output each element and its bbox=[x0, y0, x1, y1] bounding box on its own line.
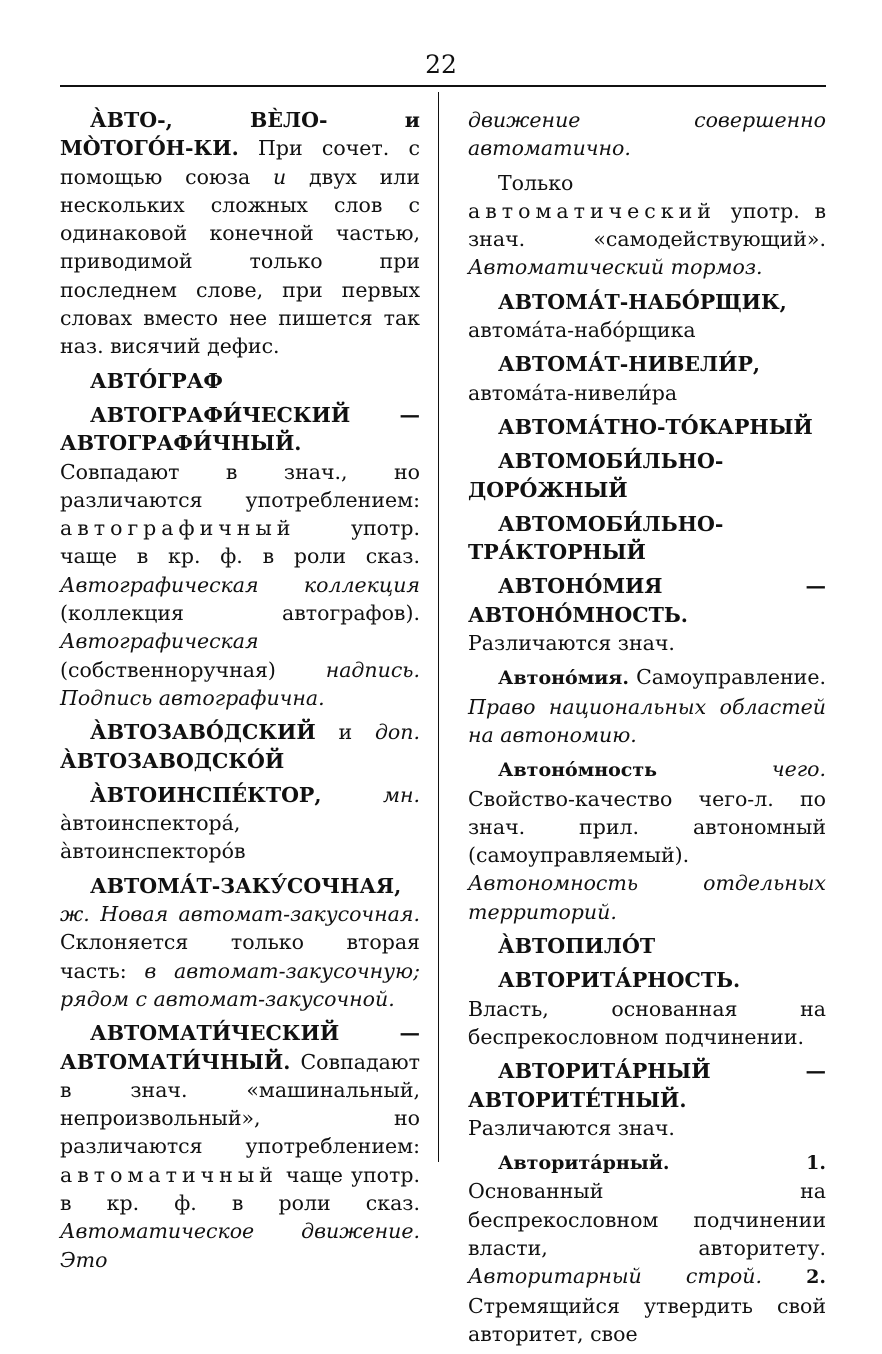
headword: АВТОГРАФИ́ЧЕСКИЙ — АВТОГРАФИ́ЧНЫЙ. bbox=[60, 402, 420, 456]
dictionary-entry bbox=[468, 350, 826, 407]
spaced-term: автографичный bbox=[60, 516, 296, 541]
dictionary-entry bbox=[60, 872, 420, 1013]
body-text: автома́та-набо́рщика bbox=[468, 318, 696, 343]
right-column bbox=[468, 106, 826, 1354]
headword: А̀ВТО-, ВЀЛО- и МО̀ТОГО́Н-КИ. bbox=[60, 108, 420, 161]
page-number: 22 bbox=[425, 50, 457, 79]
body-text: При сочет. с помощью союза bbox=[60, 136, 420, 189]
body-text bbox=[657, 757, 772, 781]
example-text: Право национальных областей на автономию. bbox=[468, 694, 826, 747]
spaced-term: автоматичный bbox=[60, 1162, 278, 1187]
left-column bbox=[60, 106, 420, 1280]
example-text: Авторитарный строй. bbox=[468, 1264, 762, 1289]
headword: АВТОНО́МИЯ — АВТОНО́МНОСТЬ. bbox=[468, 574, 826, 627]
dictionary-entry bbox=[468, 447, 826, 504]
body-text bbox=[670, 1150, 807, 1174]
dictionary-entry bbox=[468, 288, 826, 345]
body-text: Различаются знач. bbox=[468, 1115, 675, 1140]
body-text: (собственноручная) bbox=[60, 657, 326, 682]
dictionary-entry bbox=[468, 1057, 826, 1142]
body-text: Различаются знач. bbox=[468, 631, 675, 656]
headword: А̀ВТОЗАВО́ДСКИЙ bbox=[90, 720, 316, 745]
headword: АВТОМОБИ́ЛЬНО-ДОРО́ЖНЫЙ bbox=[468, 449, 724, 502]
dictionary-entry bbox=[468, 413, 826, 441]
example-text: доп. bbox=[374, 720, 420, 745]
body-text: а̀втоинспектора́, а̀втоинспекторо́в bbox=[60, 811, 246, 864]
example-text: Автоматическое движение. Это bbox=[60, 1219, 420, 1272]
dictionary-entry bbox=[468, 169, 826, 282]
body-text bbox=[762, 1264, 806, 1288]
dictionary-entry bbox=[468, 966, 826, 1051]
body-text: Совпадают в знач. «машинальный, непроизвольный», но различаются употреблением: bbox=[60, 1049, 420, 1159]
headword: АВТОРИТА́РНЫЙ — АВТОРИТЕ́ТНЫЙ. bbox=[468, 1059, 826, 1112]
body-text: Свойство-качество чего-л. по знач. прил. автономный (самоуправляемый). bbox=[468, 786, 826, 868]
dictionary-entry bbox=[468, 1148, 826, 1348]
example-text: Автоматический тормоз. bbox=[468, 255, 763, 280]
entry-continuation bbox=[468, 106, 826, 163]
dictionary-entry bbox=[60, 106, 420, 361]
headword: АВТОМА́Т-ЗАКУ́СОЧНАЯ, bbox=[90, 873, 402, 898]
dictionary-entry bbox=[468, 663, 826, 749]
headword: АВТОРИТА́РНОСТЬ. bbox=[498, 968, 741, 993]
sub-headword: Автоно́мия. bbox=[498, 667, 629, 690]
body-text: употр. в знач. «самодействующий». bbox=[468, 198, 826, 252]
dictionary-entry bbox=[60, 1019, 420, 1274]
body-text: употр. чаще в кр. ф. в роли сказ. bbox=[60, 516, 420, 569]
example-text: ж. Новая автомат-закусочная. bbox=[60, 902, 420, 927]
dictionary-entry bbox=[60, 718, 420, 775]
body-text: (коллекция автографов). bbox=[60, 601, 420, 626]
example-text: Автономность отдельных территорий. bbox=[468, 871, 826, 924]
headword: АВТОМА́Т-НАБО́РЩИК, bbox=[498, 289, 787, 314]
body-text: автома́та-нивели́ра bbox=[468, 380, 678, 405]
dictionary-entry bbox=[60, 401, 420, 712]
body-text: Совпадают в знач., но различаются употреблением: bbox=[60, 459, 420, 512]
headword: А̀ВТОПИЛО́Т bbox=[498, 934, 656, 959]
headword: АВТОМА́Т-НИВЕЛИ́Р, bbox=[498, 352, 761, 377]
body-text: двух или нескольких сложных слов с одинаковой конечной частью, приводимой только при последнем слове, при первых словах вместо нее пишется так наз. висячий дефис. bbox=[60, 164, 420, 359]
column-divider bbox=[438, 92, 439, 1162]
dictionary-entry bbox=[468, 510, 826, 567]
sub-headword: 2. bbox=[806, 1266, 826, 1289]
example-text: Автографическая коллекция bbox=[60, 572, 420, 597]
sub-headword: Авторита́рный. bbox=[498, 1152, 670, 1175]
spaced-term: автоматический bbox=[468, 198, 716, 223]
headword: АВТОМОБИ́ЛЬНО-ТРА́КТОРНЫЙ bbox=[468, 511, 724, 565]
body-text: Самоуправление. bbox=[628, 665, 826, 690]
body-text: Склоняется только вторая часть: bbox=[60, 930, 420, 983]
body-text: Основанный на беспрекословном подчинении власти, авторитету. bbox=[468, 1179, 826, 1260]
example-text: надпись. Подпись автографична. bbox=[60, 657, 420, 710]
sub-headword: 1. bbox=[806, 1152, 826, 1175]
example-text: мн. bbox=[382, 782, 420, 807]
dictionary-entry bbox=[468, 572, 826, 657]
body-text: Власть, основанная на беспрекословном подчинении. bbox=[468, 996, 826, 1049]
headword: А̀ВТОИНСПЕ́КТОР, bbox=[90, 782, 322, 807]
header-rule bbox=[60, 85, 826, 87]
dictionary-entry bbox=[468, 932, 826, 960]
dictionary-entry bbox=[60, 367, 420, 395]
example-text: Автографическая bbox=[60, 629, 259, 654]
example-text: и bbox=[273, 164, 287, 189]
sub-headword: Автоно́мность bbox=[498, 759, 658, 782]
headword: АВТО́ГРАФ bbox=[90, 368, 223, 393]
body-text bbox=[322, 783, 383, 807]
headword: АВТОМАТИ́ЧЕСКИЙ — АВТОМАТИ́ЧНЫЙ. bbox=[60, 1021, 420, 1074]
example-text: чего. bbox=[771, 757, 826, 782]
body-text: Стремящийся утвердить свой авторитет, свое bbox=[468, 1293, 826, 1346]
example-text: в автомат-закусочную; рядом с автомат-закусочной. bbox=[60, 958, 420, 1011]
body-text: Только bbox=[498, 170, 574, 195]
headword: АВТОМА́ТНО-ТО́КАРНЫЙ bbox=[498, 414, 813, 439]
headword: А̀ВТОЗАВОДСКО́Й bbox=[60, 748, 285, 773]
body-text: и bbox=[315, 720, 375, 745]
dictionary-entry bbox=[468, 755, 826, 926]
dictionary-entry bbox=[60, 781, 420, 866]
example-text: движение совершенно автоматично. bbox=[468, 108, 826, 161]
body-text: чаще употр. в кр. ф. в роли сказ. bbox=[60, 1162, 420, 1215]
